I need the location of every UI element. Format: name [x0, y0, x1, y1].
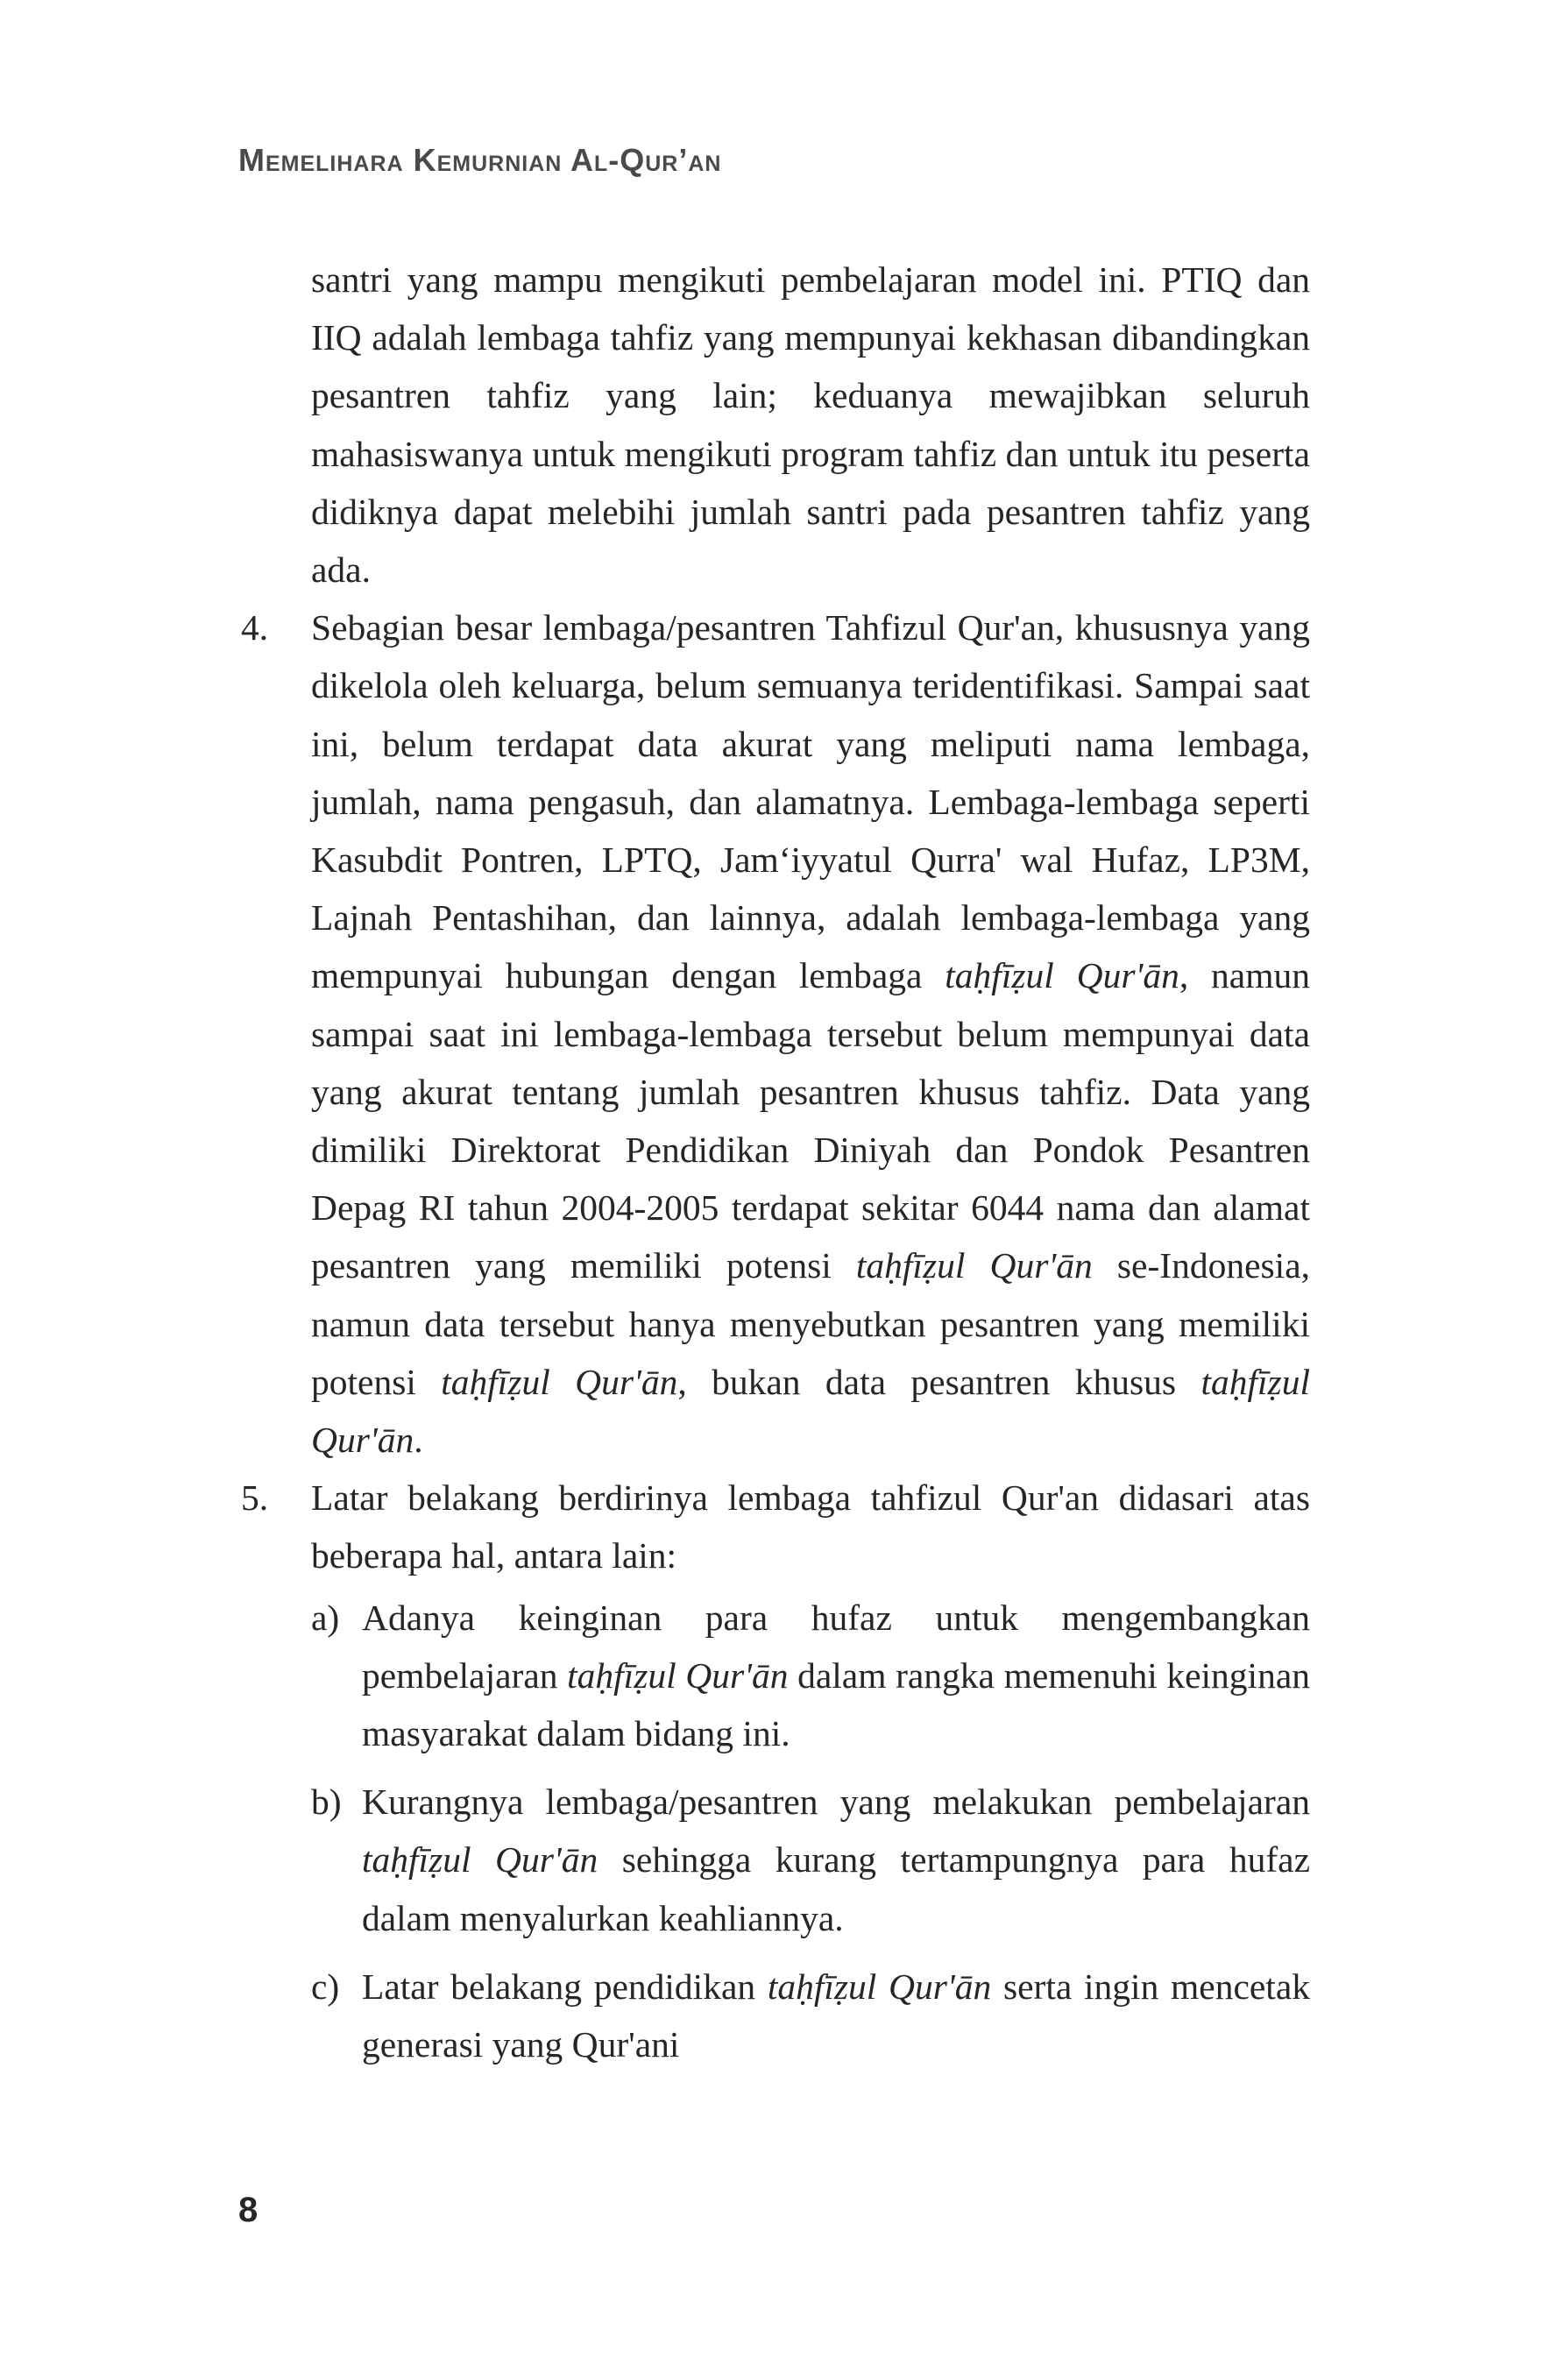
item4-text-1: Sebagian besar lembaga/pesantren Tahfizul Qur'an, khususnya yang dikelola oleh keluarga, belum semuanya teridentifikasi. Sampai saat ini, belum terdapat data akurat yang meliputi nama lembaga, jumlah, nama pengasuh, dan alamatnya. Lembaga-lembaga seperti Kasubdit Pontren, LPTQ, Jam‘iyyatul Qurra' wal Hufaz, LP3M, Lajnah Pentashihan, dan lainnya, adalah lembaga-lembaga yang mempunyai hubungan dengan lembaga	[311, 607, 1310, 996]
sub-a-text-2: dalam rangka memenuhi keinginan masyarakat dalam bidang ini.	[362, 1654, 1310, 1754]
sub-c-italic: taḥfīẓul Qur'ān	[767, 1966, 992, 2007]
sub-c-text-1: Latar belakang pendidikan	[362, 1966, 768, 2007]
item4-italic-2: taḥfīẓul Qur'ān	[855, 1245, 1093, 1286]
sub-item-c	[311, 1958, 1310, 2073]
sub-item-a	[311, 1589, 1310, 1763]
item4-text-3: se-Indonesia, namun data tersebut hanya menyebutkan pesantren yang memiliki potensi	[311, 1245, 1310, 1402]
item4-text-5: .	[414, 1420, 423, 1461]
sub-item-b	[311, 1773, 1310, 1947]
item4-italic-3: taḥfīẓul Qur'ān	[441, 1361, 678, 1402]
list-number-4: 4.	[241, 607, 269, 648]
sub-letter-b: b)	[311, 1781, 342, 1823]
sub-letter-a: a)	[311, 1597, 340, 1638]
running-head-title: Memelihara Kemurnian Al-Qur’an	[238, 142, 722, 178]
sub-letter-c: c)	[311, 1966, 340, 2007]
item4-text-2: , namun sampai saat ini lembaga-lembaga tersebut belum mempunyai data yang akurat tentang jumlah pesantren khusus tahfiz. Data yang dimiliki Direktorat Pendidikan Diniyah dan Pondok Pesantren Depag RI tahun 2004-2005 terdapat sekitar 6044 nama dan alamat pesantren yang memiliki potensi	[311, 955, 1310, 1286]
item5-intro: Latar belakang berdirinya lembaga tahfizul Qur'an didasari atas beberapa hal, antara lain:	[311, 1477, 1310, 1576]
sub-c-text-2: serta ingin mencetak generasi yang Qur'ani	[362, 1966, 1310, 2065]
continuation-paragraph: santri yang mampu mengikuti pembelajaran model ini. PTIQ dan IIQ adalah lembaga tahfiz yang mempunyai kekhasan dibandingkan pesantren tahfiz yang lain; keduanya mewajibkan seluruh mahasiswanya untuk mengikuti program tahfiz dan untuk itu peserta didiknya dapat melebihi jumlah santri pada pesantren tahfiz yang ada.	[311, 259, 1310, 591]
page-number: 8	[238, 2191, 258, 2229]
sub-b-text-2: sehingga kurang tertampungnya para hufaz dalam menyalurkan keahliannya.	[362, 1839, 1310, 1938]
list-item-5	[241, 1469, 1310, 2073]
item4-italic-1: taḥfīẓul Qur'ān	[945, 955, 1179, 996]
sub-b-italic: taḥfīẓul Qur'ān	[362, 1839, 598, 1881]
item4-italic-4: taḥfīẓul Qur'ān	[311, 1361, 1310, 1461]
page-body	[241, 251, 1310, 2084]
sub-list	[311, 1589, 1310, 2074]
list-number-5: 5.	[241, 1477, 269, 1519]
sub-b-text-1: Kurangnya lembaga/pesantren yang melakukan pembelajaran	[362, 1781, 1310, 1823]
sub-a-text-1: Adanya keinginan para hufaz untuk mengembangkan pembelajaran	[362, 1597, 1310, 1696]
sub-a-italic: taḥfīẓul Qur'ān	[567, 1654, 789, 1696]
list-item-4	[241, 599, 1310, 1469]
item4-text-4: , bukan data pesantren khusus	[677, 1361, 1201, 1402]
